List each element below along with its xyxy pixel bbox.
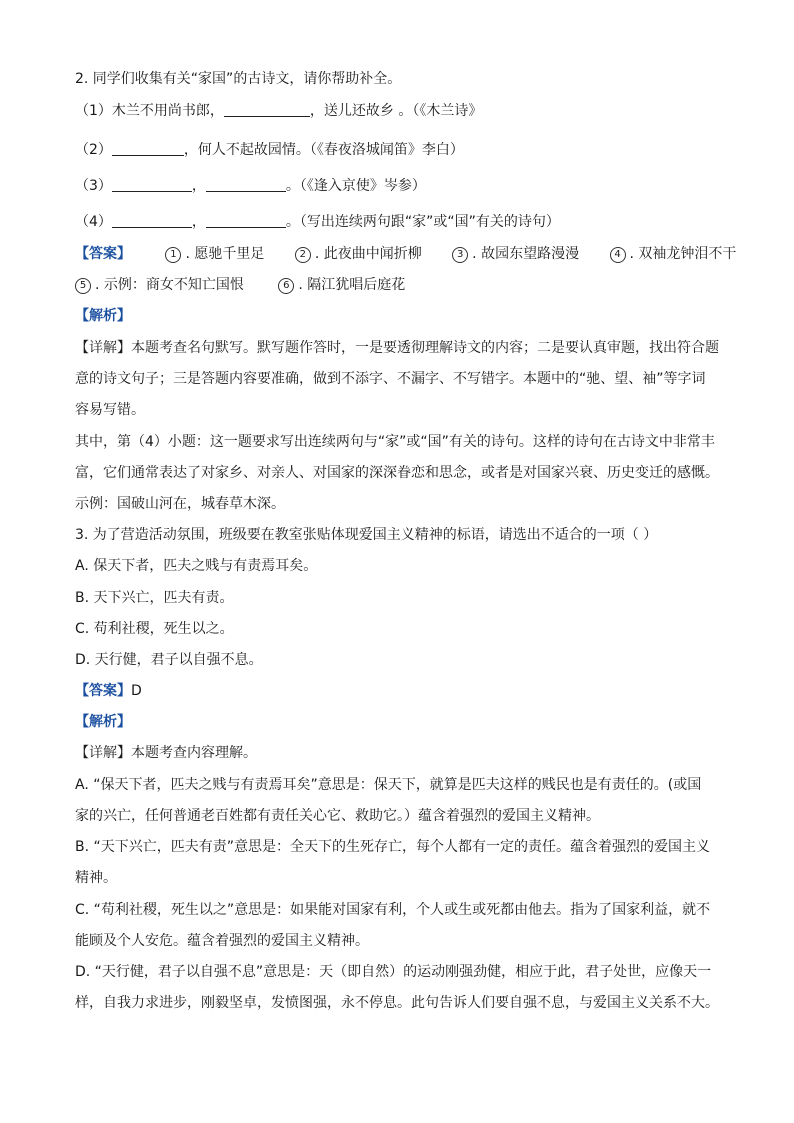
q2-stem: 2. 同学们收集有关“家国”的古诗文，请你帮助补全。	[75, 71, 402, 87]
q2-detail-line-3: 容易写错。	[75, 402, 145, 418]
circled-number: 3	[452, 247, 468, 263]
q3-answer	[75, 681, 725, 701]
answer-tag: 【答案】	[75, 683, 131, 699]
q2-item-1-pre: （1）木兰不用尚书郎，	[75, 103, 224, 119]
circled-number: 4	[610, 247, 626, 263]
answer-blank[interactable]	[112, 177, 192, 192]
detail-text: 本题考查名句默写。默写题作答时，一是要透彻理解诗文的内容；二是要认真审题，找出符合题	[131, 340, 719, 356]
q2-item-2	[75, 140, 725, 160]
q3-explain-line-5: C. “苟利社稷，死生以之”意思是：如果能对国家有利，个人或生或死都由他去。指为了国家利益，就不	[75, 902, 711, 918]
answer-text: . 双袖龙钟泪不干	[629, 246, 737, 262]
answer-text: . 隔江犹唱后庭花	[298, 277, 406, 293]
answer-text: . 故园东望路漫漫	[472, 246, 580, 262]
q3-option-a: A. 保天下者，匹夫之贱与有责焉耳矣。	[75, 558, 318, 574]
circled-number: 6	[278, 278, 294, 294]
q2-extra-line-3: 示例：国破山河在，城春草木深。	[75, 496, 285, 512]
q2-item-3-post: 。（《逢入京使》岑参）	[285, 178, 426, 194]
answer-item	[165, 244, 264, 264]
q2-item-2-post: ，何人不起故园情。（《春夜洛城闻笛》李白）	[183, 142, 464, 158]
q2-item-3-mid: ，	[191, 178, 206, 194]
q3-explain-line-3: B. “天下兴亡，匹夫有责”意思是：全天下的生死存亡，每个人都有一定的责任。蕴含着强烈的爱国主义	[75, 839, 711, 855]
q2-item-2-pre: （2）	[75, 142, 112, 158]
q2-item-4	[75, 212, 725, 232]
q2-item-1-post: ，送儿还故乡 。（《木兰诗》	[309, 103, 483, 119]
q2-answer-row-2	[75, 275, 725, 295]
q3-detail-line	[75, 743, 725, 763]
answer-item	[295, 244, 422, 264]
q3-explain-line-8: 样，自我力求进步，刚毅坚卓，发愤图强，永不停息。此句告诉人们要自强不息，与爱国主义关系不大。	[75, 995, 719, 1011]
answer-blank[interactable]	[206, 213, 286, 228]
q3-explain-line-1: A. “保天下者，匹夫之贱与有责焉耳矣”意思是：保天下，就算是匹夫这样的贱民也是有责任的。(或国	[75, 777, 702, 793]
q2-item-4-post: 。（写出连续两句跟“家”或“国”有关的诗句）	[285, 214, 560, 230]
answer-item	[610, 244, 737, 264]
q2-detail-line-1	[75, 338, 725, 358]
q3-explain-line-7: D. “天行健，君子以自强不息”意思是：天（即自然）的运动刚强劲健，相应于此，君子处世，应像天一	[75, 964, 712, 980]
answer-blank[interactable]	[112, 213, 192, 228]
answer-item	[278, 275, 405, 295]
q2-detail-line-2: 意的诗文句子；三是答题内容要准确，做到不添字、不漏字、不写错字。本题中的“驰、望、袖”等字词	[75, 371, 706, 387]
q2-item-3-pre: （3）	[75, 178, 112, 194]
q2-answer-row-1	[75, 244, 737, 264]
answer-item	[75, 275, 244, 295]
circled-number: 1	[165, 247, 181, 263]
q3-option-d: D. 天行健，君子以自强不息。	[75, 652, 263, 668]
answer-text: . 愿驰千里足	[185, 246, 265, 262]
answer-value: D	[131, 683, 142, 699]
answer-blank[interactable]	[224, 102, 310, 117]
answer-text: . 示例：商女不知亡国恨	[95, 277, 244, 293]
detail-tag: 【详解】	[75, 340, 131, 356]
q2-item-1	[75, 101, 725, 121]
circled-number: 2	[295, 247, 311, 263]
q3-explain-line-2: 家的兴亡，任何普通老百姓都有责任关心它、救助它。）蕴含着强烈的爱国主义精神。	[75, 808, 600, 824]
q2-item-3	[75, 176, 725, 196]
answer-text: . 此夜曲中闻折柳	[314, 246, 422, 262]
answer-blank[interactable]	[112, 141, 184, 156]
answer-item	[452, 244, 579, 264]
q2-item-4-pre: （4）	[75, 214, 112, 230]
answer-tag: 【答案】	[75, 246, 131, 262]
answer-blank[interactable]	[206, 177, 286, 192]
analysis-tag: 【解析】	[75, 714, 131, 730]
q3-explain-line-4: 精神。	[75, 870, 117, 886]
q3-stem: 3. 为了营造活动氛围，班级要在教室张贴体现爱国主义精神的标语，请选出不适合的一项（ ）	[75, 527, 658, 543]
detail-text: 本题考查内容理解。	[131, 745, 257, 761]
detail-tag: 【详解】	[75, 745, 131, 761]
q3-explain-line-6: 能顾及个人安危。蕴含着强烈的爱国主义精神。	[75, 933, 369, 949]
circled-number: 5	[75, 278, 91, 294]
q2-item-4-mid: ，	[191, 214, 206, 230]
q3-option-b: B. 天下兴亡，匹夫有责。	[75, 590, 234, 606]
analysis-tag: 【解析】	[75, 308, 131, 324]
q2-extra-line-1: 其中，第（4）小题：这一题要求写出连续两句与“家”或“国”有关的诗句。这样的诗句在古诗文中非常丰	[75, 434, 715, 450]
q2-extra-line-2: 富，它们通常表达了对家乡、对亲人、对国家的深深眷恋和思念，或者是对国家兴衰、历史变迁的感慨。	[75, 465, 719, 481]
q3-option-c: C. 苟利社稷，死生以之。	[75, 621, 234, 637]
